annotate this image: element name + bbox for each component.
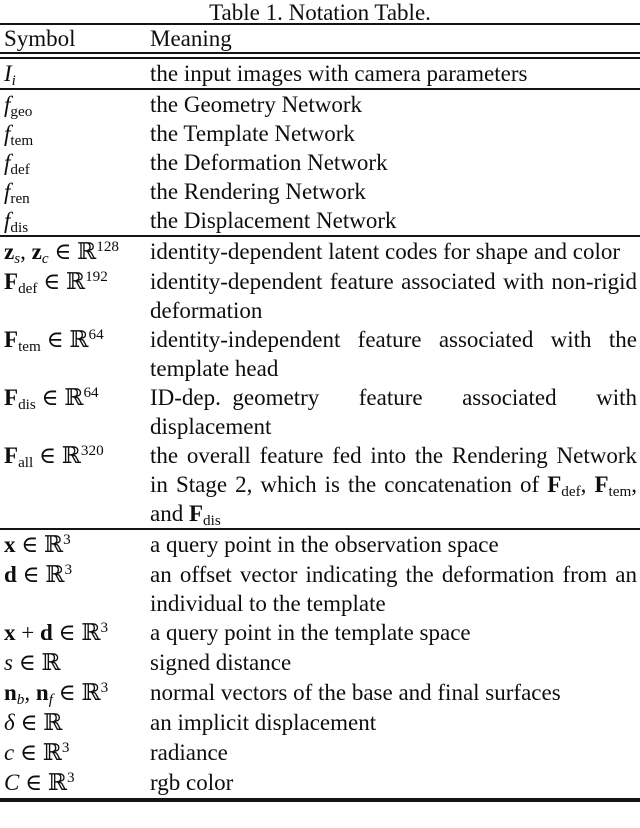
math-token: z xyxy=(31,239,42,264)
math-token: d xyxy=(4,562,17,587)
math-token: 192 xyxy=(85,268,108,286)
math-token: dis xyxy=(18,395,36,413)
math-token: identity-dependent feature associated with non-rigid deformation xyxy=(150,269,637,323)
math-token: the Displacement Network xyxy=(150,208,397,233)
math-token: def xyxy=(10,160,30,177)
table-row xyxy=(0,206,640,236)
math-token: ∈ xyxy=(12,650,42,675)
math-token: ∈ xyxy=(52,680,82,705)
math-token: f xyxy=(4,92,11,117)
meaning-cell xyxy=(150,119,640,148)
math-token: 3 xyxy=(64,561,73,579)
math-token: ℝ xyxy=(69,327,89,353)
math-token: ℝ xyxy=(45,562,65,588)
math-token: ∈ xyxy=(48,239,78,264)
table-row xyxy=(0,441,640,529)
math-token: n xyxy=(35,680,49,705)
table-caption: Table 1. Notation Table. xyxy=(209,0,431,25)
math-token: tem xyxy=(608,482,632,500)
table-row xyxy=(0,678,640,708)
table-row xyxy=(0,738,640,768)
math-token: dis xyxy=(10,218,29,236)
symbol-cell xyxy=(0,206,150,236)
math-token: δ xyxy=(4,710,15,735)
math-token: the overall feature fed into the Rendering Network in Stage 2, which is the concatenation of xyxy=(150,443,637,497)
table-row xyxy=(0,529,640,560)
math-token: ℝ xyxy=(44,532,64,558)
notation-table xyxy=(0,23,640,802)
math-token: ∈ xyxy=(14,740,43,765)
math-token: 3 xyxy=(100,619,109,637)
math-token: ∈ xyxy=(37,269,66,294)
table-row xyxy=(0,768,640,800)
math-token: x xyxy=(4,620,16,645)
math-token: n xyxy=(4,680,17,705)
math-token: all xyxy=(18,453,34,471)
math-token: s xyxy=(4,650,13,675)
table-row xyxy=(0,148,640,177)
symbol-cell xyxy=(0,148,150,177)
math-token: ℝ xyxy=(61,443,81,469)
math-token: signed distance xyxy=(150,650,292,675)
symbol-cell xyxy=(0,119,150,148)
meaning-cell xyxy=(150,768,640,800)
meaning-cell xyxy=(150,148,640,177)
math-token: an offset vector indicating the deformation from an individual to the template xyxy=(150,562,637,616)
symbol-cell xyxy=(0,648,150,678)
math-token: identity-dependent latent codes for shape and color xyxy=(150,239,621,264)
meaning-cell xyxy=(150,708,640,738)
meaning-cell xyxy=(150,560,640,618)
math-token: 3 xyxy=(63,531,71,549)
math-token: x xyxy=(4,532,16,557)
math-token: z xyxy=(4,239,15,264)
math-token: def xyxy=(561,482,581,500)
math-token: b xyxy=(16,690,25,708)
math-token: 3 xyxy=(67,769,75,787)
symbol-cell xyxy=(0,325,150,383)
math-token: the Rendering Network xyxy=(150,179,366,204)
math-token: F xyxy=(4,385,19,410)
meaning-cell xyxy=(150,56,640,90)
math-token: 3 xyxy=(100,679,109,697)
math-token: the input images with camera parameters xyxy=(150,61,528,86)
symbol-cell xyxy=(0,89,150,119)
math-token: + xyxy=(15,620,40,645)
math-token: f xyxy=(4,208,11,233)
math-token: an implicit displacement xyxy=(150,710,377,735)
meaning-cell xyxy=(150,267,640,325)
math-token: 320 xyxy=(80,442,104,460)
symbol-cell xyxy=(0,708,150,738)
math-token: s xyxy=(14,249,21,267)
symbol-cell xyxy=(0,678,150,708)
meaning-cell xyxy=(150,618,640,648)
meaning-cell xyxy=(150,325,640,383)
math-token: , and xyxy=(150,472,638,526)
math-token: c xyxy=(41,249,49,267)
meaning-cell xyxy=(150,678,640,708)
math-token: ∈ xyxy=(52,620,82,645)
symbol-cell xyxy=(0,560,150,618)
symbol-cell xyxy=(0,383,150,441)
table-row xyxy=(0,648,640,678)
table-row xyxy=(0,56,640,90)
symbol-cell xyxy=(0,236,150,267)
math-token: a query point in the template space xyxy=(150,620,471,645)
math-token: I xyxy=(4,61,12,86)
math-token: f xyxy=(4,121,11,146)
meaning-cell xyxy=(150,648,640,678)
math-token: f xyxy=(4,150,11,175)
meaning-cell xyxy=(150,529,640,560)
table-row xyxy=(0,325,640,383)
math-token: ℝ xyxy=(65,269,86,295)
math-token: radiance xyxy=(150,740,228,765)
math-token: geo xyxy=(10,102,33,119)
symbol-cell xyxy=(0,267,150,325)
math-token: , xyxy=(20,239,32,264)
math-token: F xyxy=(594,472,609,497)
symbol-cell xyxy=(0,177,150,206)
math-token: F xyxy=(4,269,19,294)
math-token: ∈ xyxy=(15,532,45,557)
meaning-cell xyxy=(150,738,640,768)
math-token: f xyxy=(48,690,53,708)
math-token: identity-independent feature associated with the template head xyxy=(150,327,637,381)
math-token: ∈ xyxy=(40,327,70,352)
math-token: ren xyxy=(10,189,30,206)
math-token: C xyxy=(4,770,20,795)
symbol-cell xyxy=(0,768,150,800)
math-token: ID-dep. geometry feature associated with displacement xyxy=(150,385,637,439)
symbol-cell xyxy=(0,738,150,768)
math-token: F xyxy=(4,443,19,468)
math-token: dis xyxy=(203,511,221,529)
math-token: the Deformation Network xyxy=(150,150,388,175)
math-token: ℝ xyxy=(77,239,97,265)
math-token: , xyxy=(24,680,36,705)
symbol-cell xyxy=(0,529,150,560)
math-token: 128 xyxy=(96,238,119,256)
meaning-cell xyxy=(150,441,640,529)
meaning-cell xyxy=(150,177,640,206)
math-token: ∈ xyxy=(16,562,46,587)
math-token: tem xyxy=(18,337,41,355)
table-row xyxy=(0,236,640,267)
table-row xyxy=(0,618,640,648)
meaning-cell xyxy=(150,89,640,119)
math-token: def xyxy=(18,279,38,297)
math-token: F xyxy=(4,327,19,352)
math-token: ∈ xyxy=(33,443,62,468)
math-token: a query point in the observation space xyxy=(150,532,499,557)
meaning-cell xyxy=(150,383,640,441)
math-token: ℝ xyxy=(42,740,62,766)
table-row xyxy=(0,89,640,119)
math-token: ℝ xyxy=(81,620,101,646)
math-token: ℝ xyxy=(64,385,84,411)
symbol-column-header: Symbol xyxy=(4,26,76,51)
math-token: i xyxy=(11,71,16,89)
math-token: ℝ xyxy=(47,770,67,796)
math-token: the Geometry Network xyxy=(150,92,363,117)
table-row xyxy=(0,560,640,618)
math-token: 64 xyxy=(88,326,104,344)
math-token: f xyxy=(4,179,11,204)
meaning-cell xyxy=(150,206,640,236)
math-token: ℝ xyxy=(41,650,61,676)
math-token: rgb color xyxy=(150,770,234,795)
math-token: d xyxy=(39,620,53,645)
math-token: ℝ xyxy=(43,710,63,736)
math-token: normal vectors of the base and final surfaces xyxy=(150,680,561,705)
meaning-cell xyxy=(150,236,640,267)
math-token: , xyxy=(580,472,595,497)
symbol-cell xyxy=(0,441,150,529)
table-row xyxy=(0,383,640,441)
symbol-cell xyxy=(0,56,150,90)
math-token: F xyxy=(547,472,562,497)
math-token: ∈ xyxy=(35,385,65,410)
math-token: 64 xyxy=(83,384,99,402)
math-token: ∈ xyxy=(14,710,44,735)
table-row xyxy=(0,708,640,738)
math-token: 3 xyxy=(61,739,70,757)
math-token: F xyxy=(188,501,204,526)
math-token: ∈ xyxy=(19,770,48,795)
meaning-column-header: Meaning xyxy=(150,26,232,51)
math-token: the Template Network xyxy=(150,121,355,146)
table-row xyxy=(0,267,640,325)
table-row xyxy=(0,119,640,148)
table-header-row xyxy=(0,24,640,56)
math-token: c xyxy=(4,740,15,765)
math-token: tem xyxy=(10,131,34,148)
symbol-cell xyxy=(0,618,150,648)
math-token: ℝ xyxy=(81,680,101,706)
table-row xyxy=(0,177,640,206)
